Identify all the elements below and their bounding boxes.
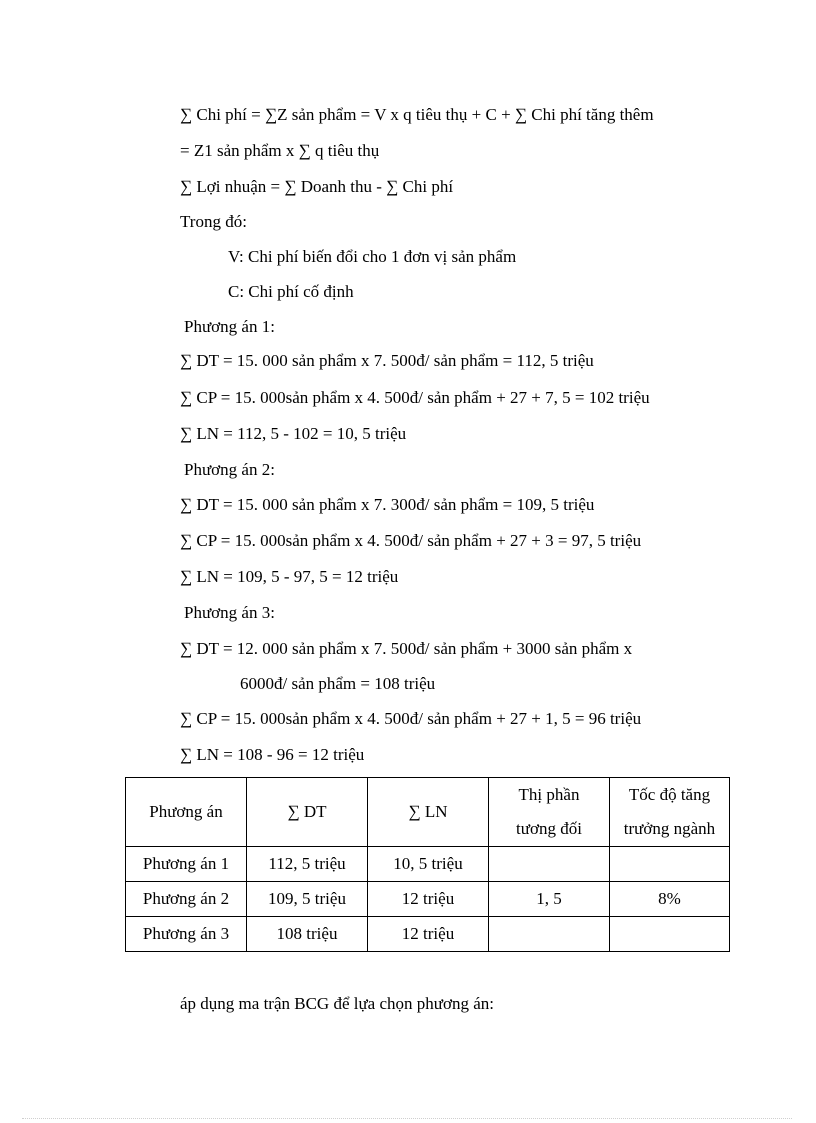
where-label: Trong đó: bbox=[180, 212, 247, 231]
option-3-revenue-cont: 6000đ/ sản phẩm = 108 triệu bbox=[240, 674, 436, 693]
formula-total-cost-cont: = Z1 sản phẩm x ∑ q tiêu thụ bbox=[180, 141, 380, 160]
cell-revenue: 112, 5 triệu bbox=[247, 847, 368, 882]
option-2-heading: Phương án 2: bbox=[184, 460, 275, 479]
header-industry-growth: Tốc độ tăng trưởng ngành bbox=[610, 778, 730, 847]
cell-option: Phương án 2 bbox=[126, 882, 247, 917]
cell-market-share bbox=[489, 847, 610, 882]
cell-revenue: 108 triệu bbox=[247, 917, 368, 952]
option-2-profit: ∑ LN = 109, 5 - 97, 5 = 12 triệu bbox=[180, 567, 399, 586]
definition-v: V: Chi phí biến đổi cho 1 đơn vị sản phẩm bbox=[228, 247, 517, 266]
header-revenue: ∑ DT bbox=[247, 778, 368, 847]
header-relative-market-share: Thị phần tương đối bbox=[489, 778, 610, 847]
option-1-cost: ∑ CP = 15. 000sản phẩm x 4. 500đ/ sản phẩm + 27 + 7, 5 = 102 triệu bbox=[180, 388, 650, 407]
definition-c: C: Chi phí cố định bbox=[228, 282, 354, 301]
cell-revenue: 109, 5 triệu bbox=[247, 882, 368, 917]
option-3-profit: ∑ LN = 108 - 96 = 12 triệu bbox=[180, 745, 365, 764]
cell-growth bbox=[610, 847, 730, 882]
formula-total-profit: ∑ Lợi nhuận = ∑ Doanh thu - ∑ Chi phí bbox=[180, 177, 454, 196]
cell-market-share bbox=[489, 917, 610, 952]
option-3-cost: ∑ CP = 15. 000sản phẩm x 4. 500đ/ sản phẩm + 27 + 1, 5 = 96 triệu bbox=[180, 709, 642, 728]
option-3-heading: Phương án 3: bbox=[184, 603, 275, 622]
option-2-cost: ∑ CP = 15. 000sản phẩm x 4. 500đ/ sản phẩm + 27 + 3 = 97, 5 triệu bbox=[180, 531, 642, 550]
cell-profit: 12 triệu bbox=[368, 917, 489, 952]
header-profit: ∑ LN bbox=[368, 778, 489, 847]
comparison-table bbox=[125, 777, 730, 952]
table-row bbox=[126, 917, 730, 952]
cell-profit: 12 triệu bbox=[368, 882, 489, 917]
page-bottom-divider bbox=[22, 1118, 792, 1119]
option-2-revenue: ∑ DT = 15. 000 sản phẩm x 7. 300đ/ sản phẩm = 109, 5 triệu bbox=[180, 495, 595, 514]
closing-text: áp dụng ma trận BCG để lựa chọn phương án: bbox=[180, 994, 494, 1013]
option-1-heading: Phương án 1: bbox=[184, 317, 275, 336]
cell-growth: 8% bbox=[610, 882, 730, 917]
table-row bbox=[126, 847, 730, 882]
cell-option: Phương án 1 bbox=[126, 847, 247, 882]
table-header-row bbox=[126, 778, 730, 847]
formula-total-cost: ∑ Chi phí = ∑Z sản phẩm = V x q tiêu thụ + C + ∑ Chi phí tăng thêm bbox=[180, 105, 654, 124]
cell-growth bbox=[610, 917, 730, 952]
option-1-revenue: ∑ DT = 15. 000 sản phẩm x 7. 500đ/ sản phẩm = 112, 5 triệu bbox=[180, 351, 594, 370]
cell-market-share: 1, 5 bbox=[489, 882, 610, 917]
option-1-profit: ∑ LN = 112, 5 - 102 = 10, 5 triệu bbox=[180, 424, 407, 443]
cell-profit: 10, 5 triệu bbox=[368, 847, 489, 882]
cell-option: Phương án 3 bbox=[126, 917, 247, 952]
table-row bbox=[126, 882, 730, 917]
header-option: Phương án bbox=[126, 778, 247, 847]
option-3-revenue: ∑ DT = 12. 000 sản phẩm x 7. 500đ/ sản phẩm + 3000 sản phẩm x bbox=[180, 639, 633, 658]
